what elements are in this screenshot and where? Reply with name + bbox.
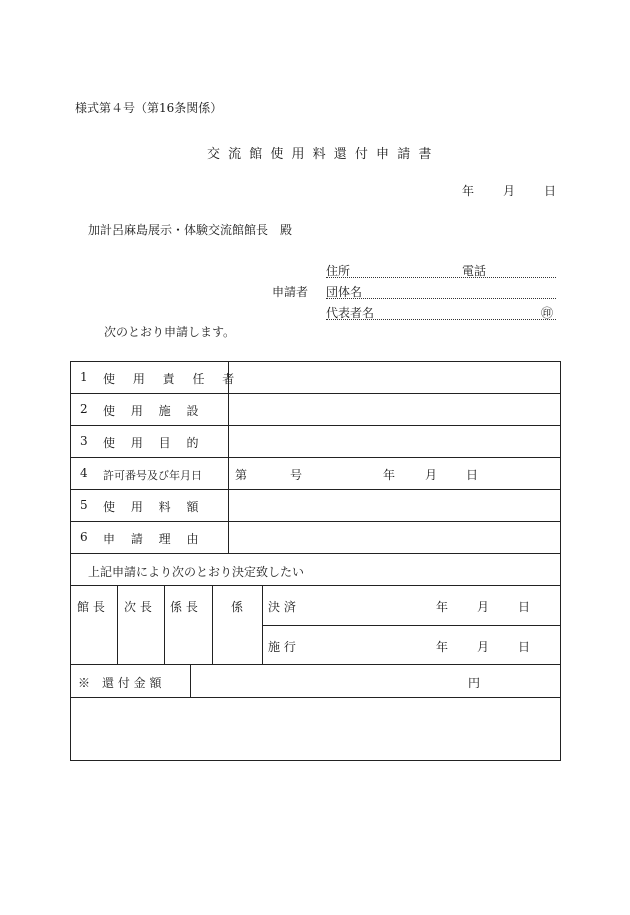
row-label: 使 用 施 設: [103, 404, 199, 418]
date-year: 年: [462, 184, 475, 198]
approver-kakaricho: 係 長: [170, 600, 198, 614]
row-number: 5: [80, 498, 88, 512]
reason-field[interactable]: [232, 524, 558, 551]
row-number: 1: [80, 370, 88, 384]
row-number: 3: [80, 434, 88, 448]
row-label: 使 用 料 額: [103, 500, 199, 514]
group-line[interactable]: [326, 298, 556, 299]
group-label: 団体名: [326, 285, 363, 299]
form-id: 様式第４号（第16条関係）: [75, 101, 223, 115]
refund-amount-field[interactable]: [194, 667, 464, 695]
approver-kancho: 館 長: [77, 600, 105, 614]
refund-unit: 円: [468, 676, 481, 690]
row-number: 2: [80, 402, 88, 416]
row-label: 使 用 目 的: [103, 436, 199, 450]
address-line[interactable]: [326, 277, 556, 278]
facility-field[interactable]: [232, 396, 558, 423]
kessai-month: 月: [477, 600, 490, 614]
fee-field[interactable]: [232, 492, 558, 519]
kessai-year: 年: [436, 600, 449, 614]
date-day: 日: [544, 184, 557, 198]
row-number: 4: [80, 466, 88, 480]
permit-dai: 第: [235, 468, 248, 482]
date-month: 月: [503, 184, 516, 198]
permit-month: 月: [425, 468, 438, 482]
usage-manager-field[interactable]: [232, 364, 558, 391]
purpose-field[interactable]: [232, 428, 558, 455]
decision-note: 上記申請により次のとおり決定致したい: [88, 565, 305, 579]
shiko-label: 施 行: [268, 640, 296, 654]
permit-day: 日: [466, 468, 479, 482]
row-label: 使 用 責 任 者: [103, 372, 242, 386]
intro-text: 次のとおり申請します。: [104, 325, 236, 339]
row-label: 申 請 理 由: [103, 532, 199, 546]
page-title: 交 流 館 使 用 料 還 付 申 請 書: [207, 147, 434, 162]
stamp-box-kakari[interactable]: [214, 627, 260, 663]
rep-line[interactable]: [326, 319, 556, 320]
addressee: 加計呂麻島展示・体験交流館館長 殿: [88, 223, 293, 237]
row-number: 6: [80, 530, 88, 544]
shiko-month: 月: [477, 640, 490, 654]
approver-kakari: 係: [231, 600, 244, 614]
phone-label: 電話: [462, 264, 487, 278]
remarks-area[interactable]: [72, 699, 558, 758]
row-label: 許可番号及び年月日: [103, 469, 202, 482]
address-label: 住所: [326, 264, 351, 278]
kessai-day: 日: [518, 600, 531, 614]
rep-label: 代表者名: [326, 306, 375, 320]
applicant-label: 申請者: [272, 285, 309, 299]
kessai-label: 決 済: [268, 600, 296, 614]
shiko-day: 日: [518, 640, 531, 654]
approver-jicho: 次 長: [124, 600, 152, 614]
permit-year: 年: [383, 468, 396, 482]
stamp-box-jicho[interactable]: [119, 627, 163, 663]
stamp-box-kakaricho[interactable]: [166, 627, 210, 663]
shiko-year: 年: [436, 640, 449, 654]
permit-go: 号: [290, 468, 303, 482]
stamp-box-kancho[interactable]: [72, 627, 116, 663]
refund-label: ※ 還 付 金 額: [78, 676, 162, 690]
seal-icon: ㊞: [541, 306, 554, 320]
